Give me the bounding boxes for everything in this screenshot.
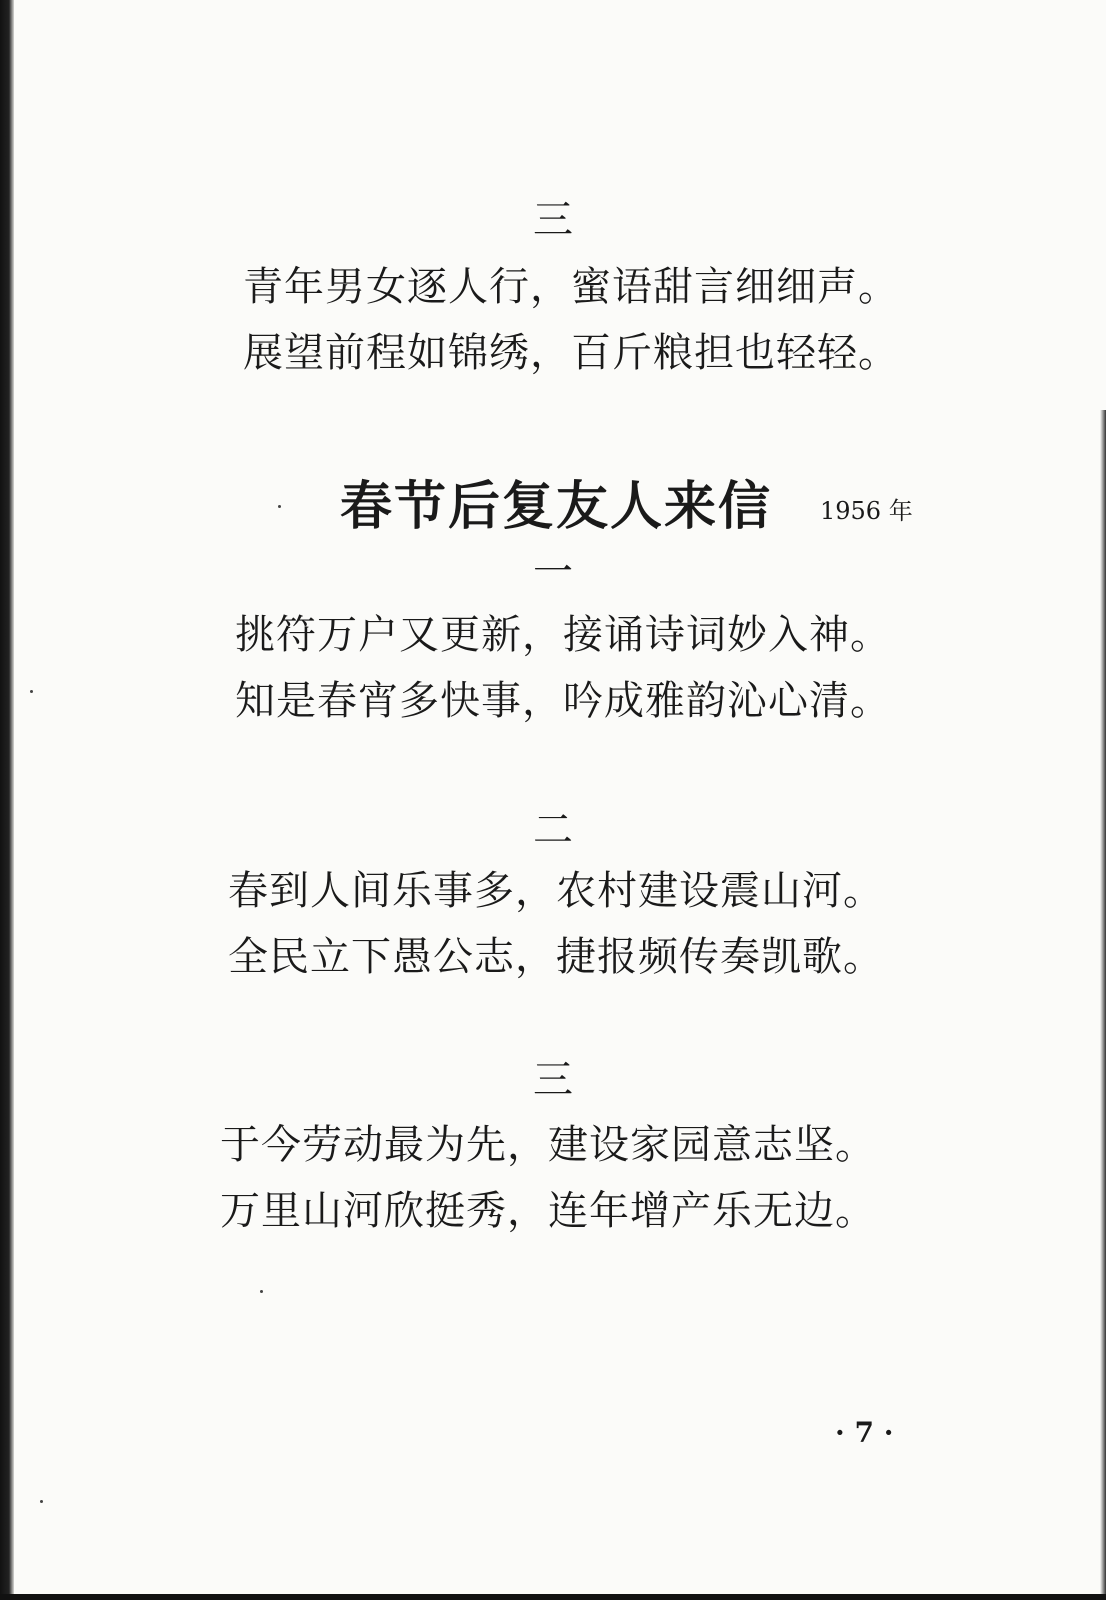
page-number: · 7 · <box>835 1416 894 1449</box>
poem-section-1-line-1: 挑符万户又更新，接诵诗词妙入神。 <box>235 612 891 658</box>
prev-poem-section-number: 三 <box>533 197 573 243</box>
scan-speck <box>30 690 33 693</box>
poem-section-3-line-2: 万里山河欣挺秀，连年增产乐无边。 <box>220 1188 876 1234</box>
poem-section-3-line-1: 于今劳动最为先，建设家园意志坚。 <box>220 1122 876 1168</box>
scan-speck <box>40 1500 43 1503</box>
prev-poem-line-1: 青年男女逐人行，蜜语甜言细细声。 <box>243 264 899 310</box>
poem-section-number-1: 一 <box>533 549 573 595</box>
poem-section-number-2: 二 <box>533 807 573 853</box>
scan-speck <box>278 505 281 508</box>
poem-section-1-line-2: 知是春宵多快事，吟成雅韵沁心清。 <box>235 678 891 724</box>
poem-section-2-line-2: 全民立下愚公志，捷报频传奏凯歌。 <box>228 934 884 980</box>
poem-section-number-3: 三 <box>533 1057 573 1103</box>
scan-speck <box>260 1290 263 1293</box>
poem-section-2-line-1: 春到人间乐事多，农村建设震山河。 <box>228 868 884 914</box>
scan-bottom-edge <box>0 1594 1106 1600</box>
prev-poem-line-2: 展望前程如锦绣，百斤粮担也轻轻。 <box>243 330 899 376</box>
poem-title: 春节后复友人来信 <box>340 476 773 537</box>
poem-year: 1956 年 <box>820 497 913 525</box>
